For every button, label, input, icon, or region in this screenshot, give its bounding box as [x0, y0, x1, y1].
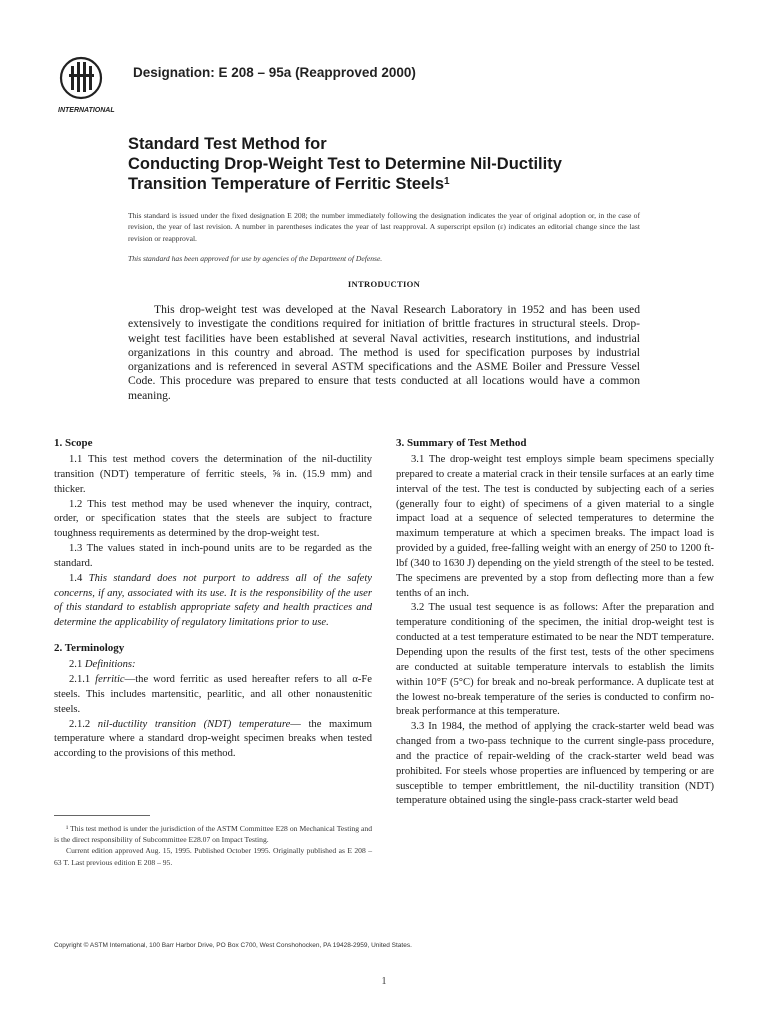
para-1-4-text: This standard does not purport to address all of the safety concerns, if any, associated with its use. It is the responsibility of the user of this standard to establish appropriate safety and health practices and determine the applicability of regulatory limitations prior to use. [54, 572, 373, 629]
para-3-3: 3.3 In 1984, the method of applying the crack-starter weld bead was changed from a two-pass technique to the current single-pass procedure, and the practice of repair-welding of the crack-starter weld bead was prohibited. For steels whose properties are influenced by tempering or are susceptible to temper embrittlement, the nil-ductility transition (NDT) temperature obtained using the single-pass crack-starter weld bead [396, 721, 714, 807]
title-line-3-text: Transition Temperature of Ferritic Steels [128, 175, 445, 193]
para-3-1: 3.1 The drop-weight test employs simple beam specimens specially prepared to create a material crack in their tensile surfaces at an early time interval of the test. The test is conducted by subjecting each of a series (generally four to eight) of specimens of a given material to a single impact load at a sequence of selected temperatures to determine the maximum temperature at which a specimen breaks. The impact load is provided by a guided, free-falling weight with an energy of 250 to 1200 ft-lbf (340 to 1630 J) depending on the yield strength of the steel to be tested. The specimens are prevented by a stop from deflecting more than a few tenths of an inch. [396, 454, 714, 599]
designation: Designation: E 208 – 95a (Reapproved 2000) [133, 65, 416, 80]
para-2-1-2-term: nil-ductility transition (NDT) temperature [97, 718, 291, 730]
para-2-1-number: 2.1 [69, 659, 83, 671]
title-line-2: Conducting Drop-Weight Test to Determine Nil-Ductility [128, 155, 562, 173]
page-number: 1 [381, 976, 387, 987]
astm-logo [57, 52, 123, 116]
para-1-3: 1.3 The values stated in inch-pound units are to be regarded as the standard. [54, 543, 372, 569]
para-2-1-1-number: 2.1.1 [69, 673, 91, 685]
dod-approval-note: This standard has been approved for use by agencies of the Department of Defense. [128, 254, 383, 263]
introduction-body: This drop-weight test was developed at the Naval Research Laboratory in 1952 and has been used extensively to investigate the conditions required for initiation of brittle fractures in structural steels. Drop-weight test facilities have been established at several Naval activities, research institutions, and industrial organizations in this country and abroad. The method is used for specification purposes by industrial organizations and is referenced in several ASTM specifications and the ASME Boiler and Pressure Vessel Code. This procedure was prepared to ensure that tests conducted at all locations would have a common meaning. [128, 303, 640, 402]
title-line-3 [128, 174, 688, 194]
summary-heading: 3. Summary of Test Method [396, 437, 527, 449]
scope-heading: 1. Scope [54, 437, 93, 449]
logo-label: INTERNATIONAL [58, 107, 115, 114]
para-2-1-2-text: — the maximum temperature where a standard drop-weight specimen breaks when tested according to the provisions of this method. [54, 718, 372, 760]
footnote-2: Current edition approved Aug. 15, 1995. Published October 1995. Originally published as E 208 – 63 T. Last previous edition E 208 – 95. [54, 846, 372, 867]
para-1-4 [54, 572, 372, 631]
para-2-1-1-text: —the word ferritic as used hereafter refers to all α-Fe steels. This includes martensitic, pearlitic, and all other nonaustenitic steels. [54, 673, 372, 715]
standard-notice: This standard is issued under the fixed designation E 208; the number immediately following the designation indicates the year of original adoption or, in the case of revision, the year of last revision. A number in parentheses indicates the year of last reapproval. A superscript epsilon (ε) indicates an editorial change since the last revision or reapproval. [128, 211, 640, 243]
para-2-1 [54, 658, 372, 673]
para-1-1: 1.1 This test method covers the determination of the nil-ductility transition (NDT) temperature of ferritic steels, ⅝ in. (15.9 mm) and thicker. [54, 454, 372, 495]
para-2-1-term: Definitions: [84, 659, 136, 671]
footnote-1: ¹ This test method is under the jurisdiction of the ASTM Committee E28 on Mechanical Testing and is the direct responsibility of Subcommittee E28.07 on Impact Testing. [54, 824, 372, 845]
right-column [396, 436, 714, 809]
para-2-1-2-number: 2.1.2 [69, 718, 91, 730]
left-column [54, 436, 372, 762]
para-1-4-number: 1.4 [69, 572, 83, 584]
title-line-1: Standard Test Method for [128, 135, 327, 153]
introduction-heading: INTRODUCTION [347, 279, 421, 289]
copyright-line: Copyright © ASTM International, 100 Barr Harbor Drive, PO Box C700, West Conshohocken, PA 19428-2959, United States. [54, 942, 412, 949]
footnote-rule [54, 815, 150, 816]
para-2-1-1 [54, 673, 372, 718]
footnote [54, 823, 372, 868]
para-3-2: 3.2 The usual test sequence is as follows: After the preparation and temperature conditioning of the specimen, the initial drop-weight test is conducted at a test temperature estimated to be near the NDT temperature. Depending upon the results of the first test, tests of the other specimens are conducted at suitable temperature intervals to establish the limits within 10°F (5°C) for break and no-break performance. A duplicate test at the lowest no-break temperature of the series is conducted to confirm no-break performance at this temperature. [396, 602, 714, 718]
para-1-2: 1.2 This test method may be used whenever the inquiry, contract, order, or specification states that the steels are subject to fracture toughness requirements as determined by the drop-weight test. [54, 498, 372, 540]
para-2-1-1-term: ferritic [95, 673, 125, 685]
title-footnote-mark: 1 [444, 176, 450, 187]
document-title [128, 134, 688, 194]
para-2-1-2 [54, 718, 372, 763]
terminology-heading: 2. Terminology [54, 642, 125, 655]
